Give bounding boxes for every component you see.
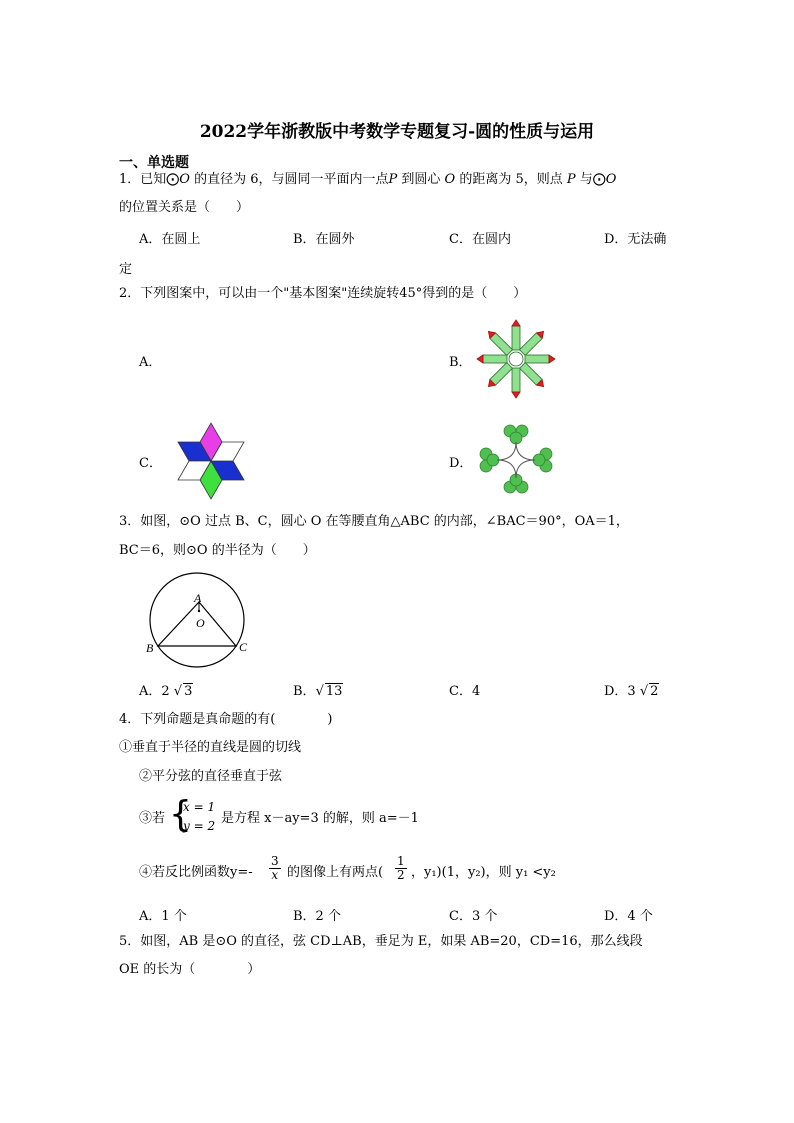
- q4-option-a: A．1 个: [139, 909, 187, 924]
- q2-option-c: C．: [139, 456, 162, 471]
- q1-line1: 1．已知⨀O 的直径为 6，与圆同一平面内一点P 到圆心 O 的距离为 5，则点 P 与⨀O: [119, 172, 617, 187]
- q3-option-c: C．4: [449, 684, 481, 699]
- page-title: 2022学年浙教版中考数学专题复习-圆的性质与运用: [199, 122, 595, 142]
- fraction-3-over-x: $\frac{3}{x}$: [271, 854, 279, 882]
- q2-option-d: D．: [449, 456, 473, 471]
- q1-option-b: B．在圆外: [293, 232, 355, 247]
- q1-option-d-wrap: 定: [119, 262, 133, 277]
- q1-line2: 的位置关系是（ ）: [119, 200, 250, 215]
- clover-pattern-figure: [473, 420, 559, 500]
- fraction-1-over-2: $\frac{1}{2}$: [397, 854, 405, 882]
- q5-line1: 5．如图，AB 是⊙O 的直径，弦 CD⊥AB，垂足为 E，如果 AB=20，CD=16，那么线段: [119, 934, 643, 949]
- q3-circle-triangle-figure: [140, 572, 260, 672]
- q2-stem: 2．下列图案中，可以由一个"基本图案"连续旋转45°得到的是（ ）: [119, 286, 527, 301]
- q3-line2: BC＝6，则⊙O 的半径为（ ）: [119, 543, 316, 558]
- q2-option-a: A．: [139, 355, 162, 370]
- q4-statement-1: ①垂直于半径的直线是圆的切线: [119, 740, 302, 755]
- q3-option-b: B．√ 13: [293, 684, 343, 699]
- q3-label-a: A: [194, 591, 202, 605]
- q1-option-d: D．无法确: [604, 232, 667, 247]
- q4-option-d: D．4 个: [604, 909, 653, 924]
- q5-line2: OE 的长为（ ）: [119, 962, 261, 977]
- q3-option-d: D．3 √ 2: [604, 684, 659, 699]
- q4-statement-2: ②平分弦的直径垂直于弦: [139, 769, 283, 784]
- rhombus-star-figure: [172, 423, 250, 499]
- q2-option-b: B．: [449, 355, 472, 370]
- q4-stem: 4．下列命题是真命题的有( ): [119, 712, 333, 727]
- q4-option-b: B．2 个: [293, 909, 341, 924]
- q1-option-a: A．在圆上: [139, 232, 201, 247]
- section-heading: 一、单选题: [119, 155, 189, 171]
- q3-option-a: A．2 √ 3: [139, 684, 193, 699]
- q4-statement-4: ④若反比例函数y=- $\frac{3}{x}$ 的图像上有两点( $\frac{1}{2}$ ，y₁)(1，y₂)，则 y₁ <y₂: [139, 854, 556, 882]
- system-equation-1: x = 1: [183, 800, 216, 814]
- q3-line1: 3．如图，⊙O 过点 B、C，圆心 O 在等腰直角△ABC 的内部，∠BAC＝90°，OA＝1，: [119, 514, 629, 529]
- q3-label-b: B: [146, 641, 154, 655]
- q1-option-c: C．在圆内: [449, 232, 511, 247]
- q3-label-o: O: [196, 616, 205, 630]
- system-brace: {: [169, 794, 192, 835]
- system-equation-2: y = 2: [183, 819, 216, 833]
- pencil-pinwheel-figure: [472, 320, 562, 400]
- q3-label-c: C: [239, 640, 248, 654]
- q4-option-c: C．3 个: [449, 909, 498, 924]
